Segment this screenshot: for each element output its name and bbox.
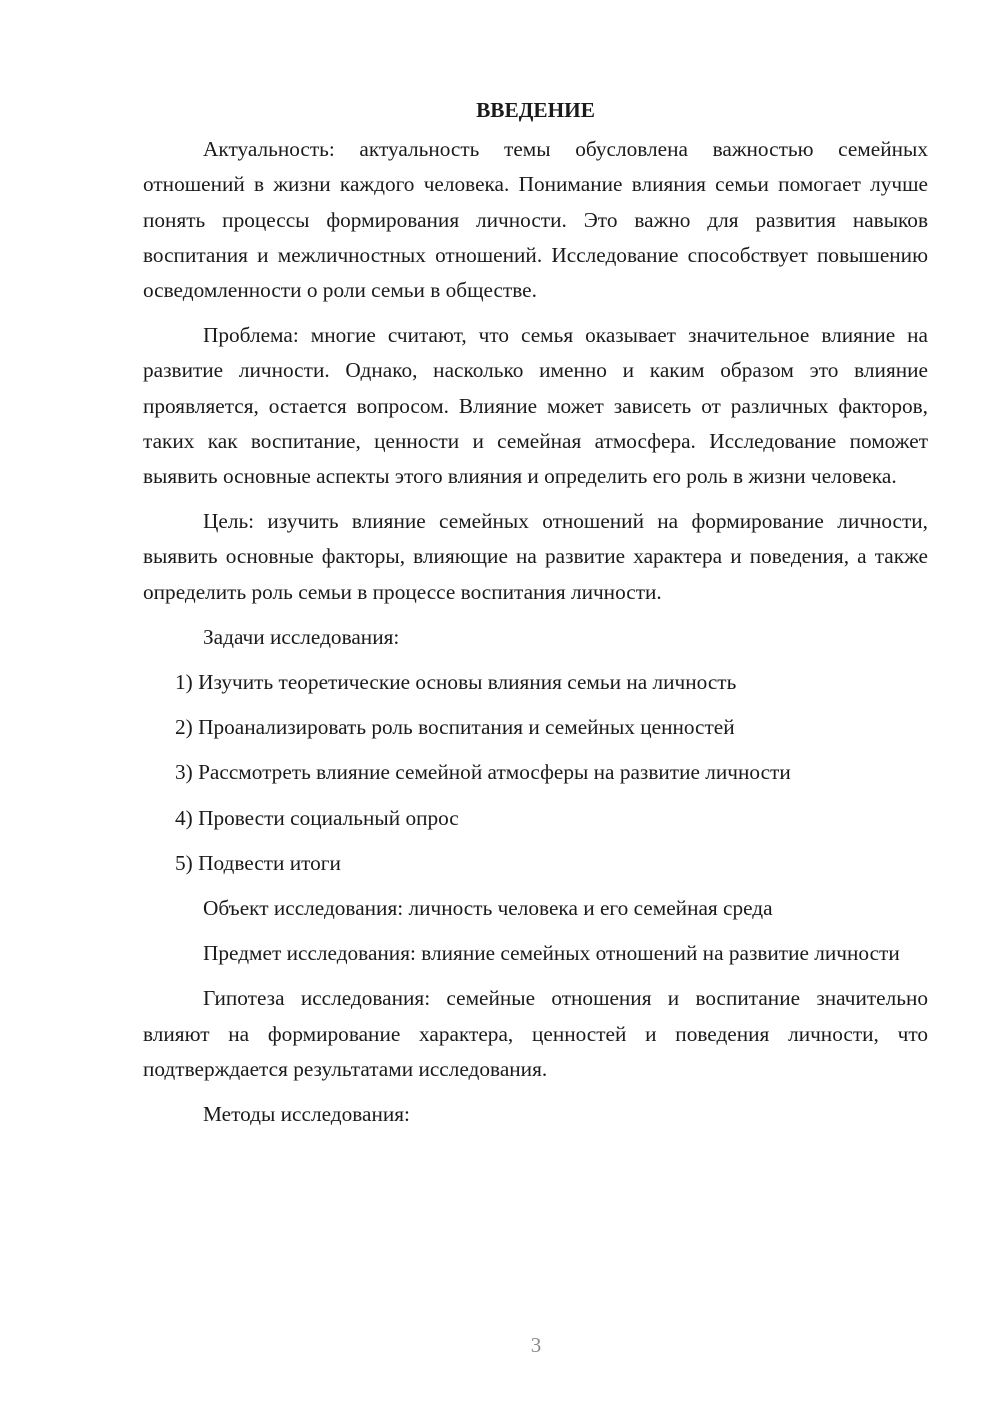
goal-paragraph: Цель: изучить влияние семейных отношений на формирование личности, выявить основные факторы, влияющие на развитие характера и поведения, а также определить роль семьи в процессе воспитания личности.	[143, 509, 928, 604]
problem-paragraph: Проблема: многие считают, что семья оказывает значительное влияние на развитие личности. Однако, насколько именно и каким образом это влияние проявляется, остается вопросом. Влияние может зависеть от различных факторов, таких как воспитание, ценности и семейная атмосфера. Исследование поможет выявить основные аспекты этого влияния и определить его роль в жизни человека.	[143, 323, 928, 489]
task-item: 3) Рассмотреть влияние семейной атмосферы на развитие личности	[175, 760, 791, 785]
task-item: 4) Провести социальный опрос	[175, 805, 459, 830]
relevance-paragraph: Актуальность: актуальность темы обусловлена важностью семейных отношений в жизни каждого человека. Понимание влияния семьи помогает лучше понять процессы формирования личности. Это важно для развития навыков воспитания и межличностных отношений. Исследование способствует повышению осведомленности о роли семьи в обществе.	[143, 137, 928, 303]
methods-paragraph: Методы исследования:	[203, 1102, 410, 1127]
tasks-heading: Задачи исследования:	[203, 624, 400, 649]
task-list	[143, 665, 928, 881]
task-item: 1) Изучить теоретические основы влияния семьи на личность	[175, 670, 737, 695]
page-body	[143, 93, 928, 1142]
page-title: ВВЕДЕНИЕ	[476, 98, 595, 122]
page-number: 3	[530, 1333, 542, 1357]
task-item: 2) Проанализировать роль воспитания и семейных ценностей	[175, 715, 735, 740]
task-item: 5) Подвести итоги	[175, 850, 341, 875]
object-paragraph: Объект исследования: личность человека и его семейная среда	[203, 896, 773, 921]
hypothesis-paragraph: Гипотеза исследования: семейные отношения и воспитание значительно влияют на формирование характера, ценностей и поведения личности, что подтверждается результатами исследования.	[143, 986, 928, 1081]
subject-paragraph: Предмет исследования: влияние семейных отношений на развитие личности	[203, 941, 900, 966]
